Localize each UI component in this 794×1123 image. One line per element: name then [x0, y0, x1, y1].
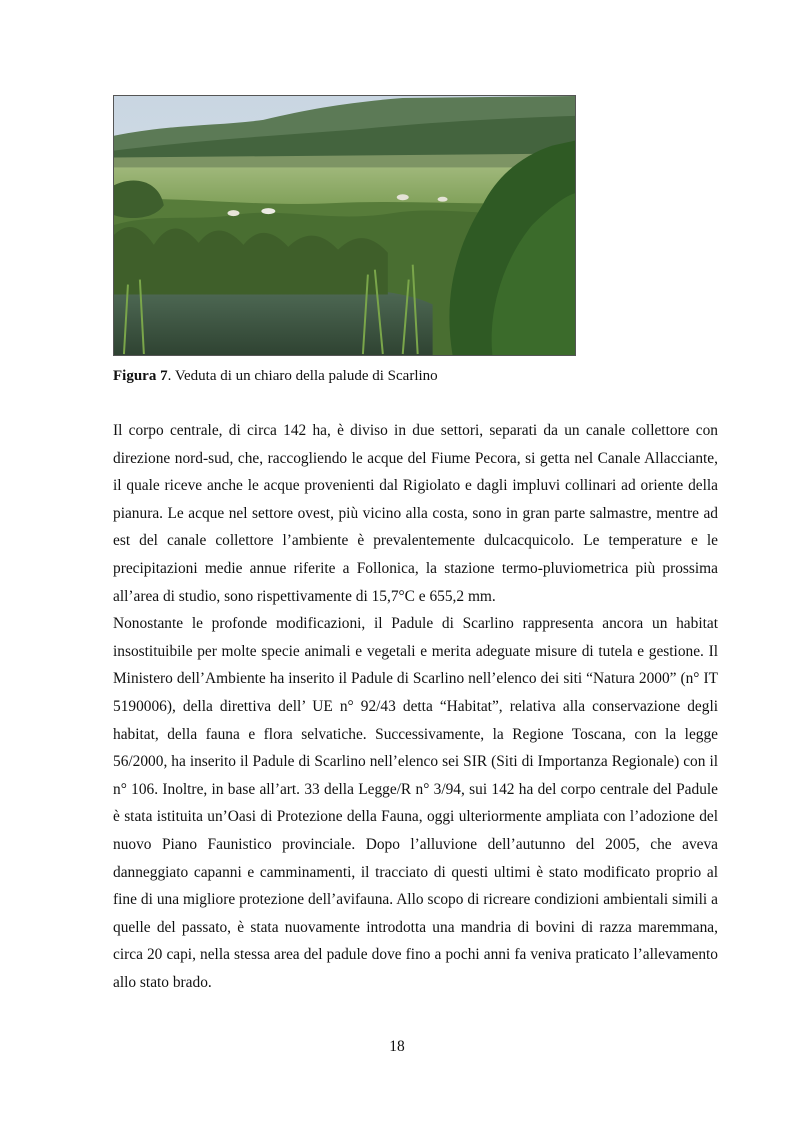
- marsh-landscape-image: [114, 96, 575, 355]
- paragraph: Nonostante le profonde modificazioni, il Padule di Scarlino rappresenta ancora un habitat insostituibile per molte specie animali e vegetali e merita adeguate misure di tutela e gestione. Il Ministero dell’Ambiente ha inserito il Padule di Scarlino nell’elenco dei siti “Natura 2000” (n° IT 5190006), della direttiva dell’ UE n° 92/43 detta “Habitat”, relativa alla conservazione degli habitat, della fauna e flora selvatiche. Successivamente, la Regione Toscana, con la legge 56/2000, ha inserito il Padule di Scarlino nell’elenco sei SIR (Siti di Importanza Regionale) con il n° 106. Inoltre, in base all’art. 33 della Legge/R n° 3/94, sui 142 ha del corpo centrale del Padule è stata istituita un’Oasi di Protezione della Fauna, oggi ulteriormente ampliata con l’adozione del nuovo Piano Faunistico provinciale. Dopo l’alluvione dell’autunno del 2005, che aveva danneggiato capanni e camminamenti, il tracciato di questi ultimi è stato modificato proprio al fine di una migliore protezione dell’avifauna. Allo scopo di ricreare condizioni ambientali simili a quelle del passato, è stata nuovamente introdotta una mandria di bovini di razza maremmana, circa 20 capi, nella stessa area del padule dove fino a pochi anni fa veniva praticato l’allevamento allo stato brado.: [113, 615, 718, 991]
- body-text: [113, 417, 718, 996]
- figure-label: Figura 7: [113, 368, 168, 384]
- marsh-photo: [113, 95, 576, 356]
- figure-caption-text: . Veduta di un chiaro della palude di Scarlino: [167, 368, 438, 384]
- paragraph: Il corpo centrale, di circa 142 ha, è diviso in due settori, separati da un canale collettore con direzione nord-sud, che, raccogliendo le acque del Fiume Pecora, si getta nel Canale Allacciante, il quale riceve anche le acque provenienti dal Rigiolato e dagli impluvi collinari ad oriente della pianura. Le acque nel settore ovest, più vicino alla costa, sono in gran parte salmastre, mentre ad est del canale collettore l’ambiente è prevalentemente dulcacquicolo. Le temperature e le precipitazioni medie annue riferite a Follonica, la stazione termo-pluviometrica più prossima all’area di studio, sono rispettivamente di 15,7°C e 655,2 mm.: [113, 422, 718, 605]
- page-number: 18: [389, 1038, 405, 1055]
- figure-caption: [113, 366, 438, 386]
